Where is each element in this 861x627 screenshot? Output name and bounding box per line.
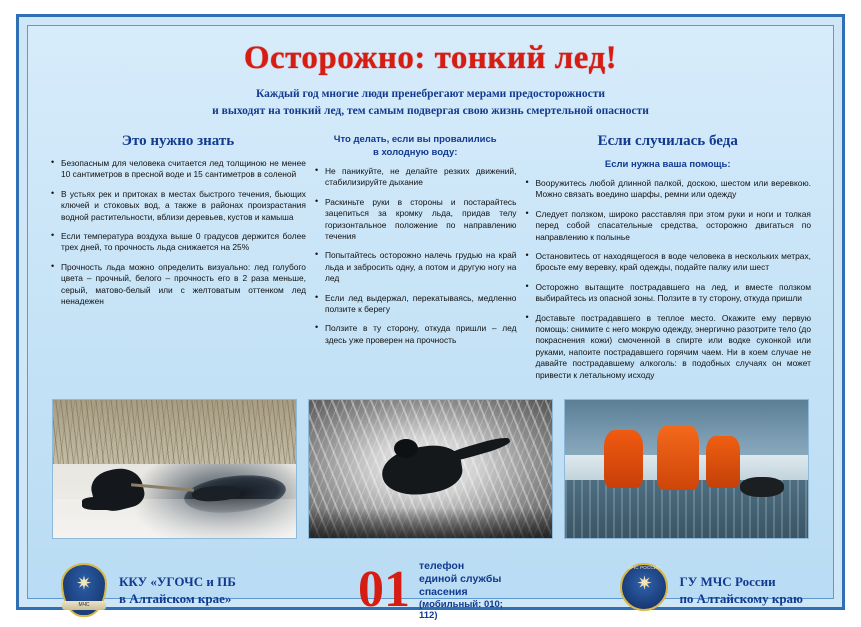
rescuer-one <box>604 430 643 488</box>
section-subheading-if-help-needed: Если нужна ваша помощь: <box>604 159 731 170</box>
poster-footer <box>28 553 833 627</box>
footer-right-block <box>503 561 803 619</box>
list-item: • Если температура воздуха выше 0 градусов держится более трех дней, то прочность льда снижается на 25% <box>50 231 306 254</box>
section-heading-if-trouble-happened: Если случилась беда <box>597 133 738 149</box>
list-item: • Остановитесь от находящегося в воде человека в нескольких метрах, бросьте ему веревку, край одежды, подайте палку или шест <box>524 251 811 274</box>
list-item: • В устьях рек и притоках в местах быстрого течения, бьющих ключей и стоковых вод, а также в районах произрастания водной растительности, вблизи деревьев, кустов и камыша <box>50 189 306 223</box>
poster-frame-inner <box>27 25 834 621</box>
list-item: • Раскиньте руки в стороны и постарайтесь зацепиться за кромку льда, придав телу горизонтальное положение по направлению течения <box>314 197 516 243</box>
if-help-needed-list <box>524 178 811 381</box>
mchs-emblem-icon <box>618 561 670 619</box>
list-item: • Ползите в ту сторону, откуда пришли – лед здесь уже проверен на прочность <box>314 323 516 346</box>
list-item: • Если лед выдержал, перекатываясь, медленно ползите к берегу <box>314 293 516 316</box>
list-item: • Безопасным для человека считается лед толщиною не менее 10 сантиметров в пресной воде и 15 сантиметров в соленой <box>50 158 306 181</box>
victim-in-water <box>740 477 784 496</box>
subtitle-line-2: и выходят на тонкий лед, тем самым подвергая свою жизнь смертельной опасности <box>212 105 649 117</box>
emergency-phone-block <box>358 560 503 621</box>
phone-mobile-line: (мобильный: 010; 112) <box>419 598 503 621</box>
column-if-you-fell-in <box>314 133 516 389</box>
content-columns <box>28 133 833 389</box>
footer-left-line-2: в Алтайском крае» <box>119 591 232 607</box>
list-item: • Осторожно вытащите пострадавшего на лед, и вместе ползком выбирайтесь из опасной зоны. Ползите в ту сторону, откуда пришли <box>524 282 811 305</box>
list-item: • Следует ползком, широко расставляя при этом руки и ноги и толкая перед собой спасательные средства, осторожно двигаться по направлению к полынье <box>524 209 811 243</box>
footer-left-text <box>119 573 236 607</box>
column-if-trouble-happened <box>524 133 811 389</box>
photo-row <box>28 399 833 539</box>
person-in-water-photo <box>308 399 553 539</box>
phone-line-3: спасения <box>419 585 468 598</box>
footer-right-line-2: по Алтайскому краю <box>679 591 803 607</box>
page-title: Осторожно: тонкий лед! <box>243 40 618 76</box>
star-icon: ✷ <box>76 573 92 595</box>
rescue-on-snow-photo <box>52 399 297 539</box>
list-item: • Доставьте пострадавшего в теплое место. Окажите ему первую помощь: снимите с него мокрую одежду, энергично разотрите тело (до покраснения кожи) смоченной в спирте или водке суконкой или руками, напоите пострадавшего горячим чаем. Ни в коем случае не давайте пострадавшему алкоголь: в подобных случаях он может привести к летальному исходу <box>524 313 811 381</box>
rescuer-three <box>706 436 740 488</box>
subtitle-line-1: Каждый год многие люди пренебрегают мерами предосторожности <box>255 88 606 100</box>
poster-frame-outer <box>16 14 845 621</box>
rescuers-orange-suits-photo <box>564 399 809 539</box>
phone-line-1: телефон <box>419 559 465 572</box>
emblem-band-label: МЧС <box>62 601 106 610</box>
list-item: • Прочность льда можно определить визуально: лед голубого цвета – прочный, белого – прочность его в 2 раза меньше, серый, матово-белый или с желтоватым оттенком лед ненадежен <box>50 262 306 308</box>
rescuer-two <box>657 425 698 490</box>
ugochs-emblem-icon <box>58 561 110 619</box>
if-you-fell-in-list <box>314 166 516 346</box>
section-heading-if-you-fell-in <box>314 133 516 159</box>
emergency-phone-text <box>419 560 503 621</box>
reeds-background <box>53 400 296 463</box>
water-shadow <box>309 508 552 538</box>
emblem-round-label: МЧС РОССИИ <box>628 565 661 571</box>
section-heading-know-this: Это нужно знать <box>121 133 235 149</box>
footer-right-line-1: ГУ МЧС России <box>679 574 776 590</box>
column-know-this <box>50 133 306 389</box>
footer-right-text <box>679 573 803 607</box>
emergency-number: 01 <box>358 561 410 619</box>
poster-subtitle <box>28 86 833 120</box>
rescuer-legs <box>82 497 123 511</box>
heading-line-1: Что делать, если вы провалились <box>333 134 497 145</box>
footer-left-line-1: ККУ «УГОЧС и ПБ <box>119 574 236 590</box>
heading-line-2: в холодную воду: <box>373 147 458 158</box>
footer-left-block <box>58 561 358 619</box>
star-icon: ✷ <box>636 573 653 595</box>
know-this-list <box>50 158 306 307</box>
phone-line-2: единой службы <box>419 572 502 585</box>
list-item: • Не паникуйте, не делайте резких движений, стабилизируйте дыхание <box>314 166 516 189</box>
list-item: • Попытайтесь осторожно налечь грудью на край льда и забросить одну, а потом и другую ногу на лед <box>314 250 516 284</box>
list-item: • Вооружитесь любой длинной палкой, доскою, шестом или веревкою. Можно связать воедино шарфы, ремни или одежду <box>524 178 811 201</box>
